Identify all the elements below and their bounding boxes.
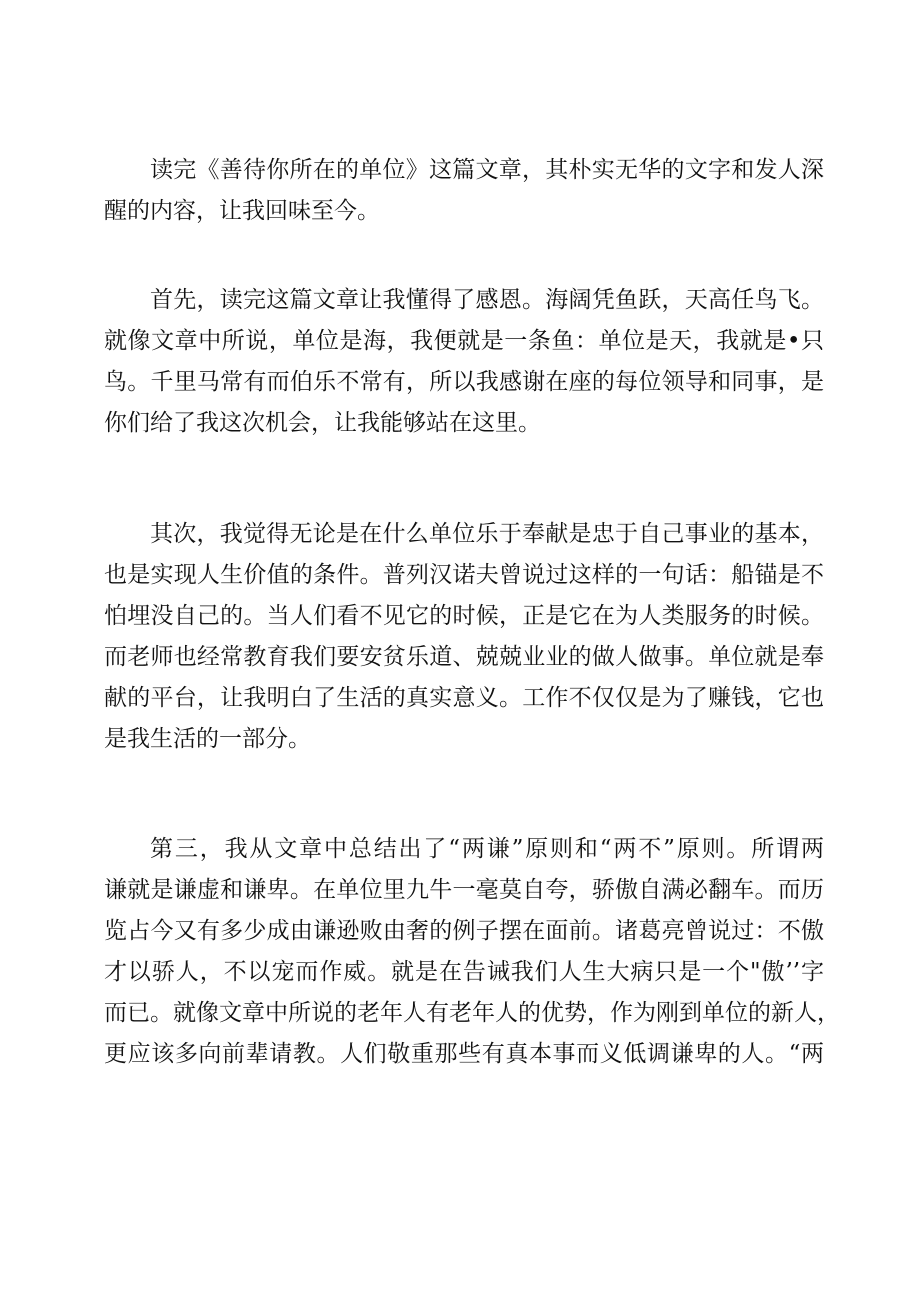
text-line: 是我生活的一部分。 (104, 726, 311, 752)
text-line: 更应该多向前辈请教。人们敬重那些有真本事而义低调谦卑的人。“两 (104, 1041, 824, 1067)
text-line: 而已。就像文章中所说的老年人有老年人的优势，作为刚到单位的新人， (104, 1000, 840, 1026)
paragraph-gratitude (104, 280, 824, 444)
text-line: 览占今又有多少成由谦逊败由奢的例子摆在面前。诸葛亮曾说过：不傲 (104, 918, 824, 944)
text-line: 谦就是谦虚和谦卑。在单位里九牛一毫莫自夸，骄傲自满必翻车。而历 (104, 877, 824, 903)
text-line: 才以骄人，不以宠而作威。就是在告诫我们人生大病只是一个"傲’’字 (104, 959, 824, 985)
paragraph-humility (104, 829, 840, 1075)
text-line: 第三，我从文章中总结出了“两谦”原则和“两不”原则。所谓两 (150, 836, 824, 862)
text-line: 而老师也经常教育我们要安贫乐道、兢兢业业的做人做事。单位就是奉 (104, 644, 824, 670)
text-line: 其次，我觉得无论是在什么单位乐于奉献是忠于自己事业的基本， (150, 521, 824, 547)
text-line: 读完《善待你所在的单位》这篇文章，其朴实无华的文字和发人深 (150, 157, 824, 183)
text-line: 献的平台，让我明白了生活的真实意义。工作不仅仅是为了赚钱，它也 (104, 685, 824, 711)
paragraph-intro (104, 150, 824, 232)
text-line: 醒的内容，让我回味至今。 (104, 198, 380, 224)
paragraph-dedication (104, 514, 824, 760)
text-line: 鸟。千里马常有而伯乐不常有，所以我感谢在座的每位领导和同事，是 (104, 369, 824, 395)
text-line: 就像文章中所说，单位是海，我便就是一条鱼：单位是天，我就是•只 (104, 328, 824, 354)
text-line: 也是实现人生价值的条件。普列汉诺夫曾说过这样的一句话：船锚是不 (104, 562, 824, 588)
text-line: 你们给了我这次机会，让我能够站在这里。 (104, 410, 541, 436)
text-line: 首先，读完这篇文章让我懂得了感恩。海阔凭鱼跃，天高任鸟飞。 (150, 287, 824, 313)
text-line: 怕埋没自己的。当人们看不见它的时候，正是它在为人类服务的时候。 (104, 603, 824, 629)
